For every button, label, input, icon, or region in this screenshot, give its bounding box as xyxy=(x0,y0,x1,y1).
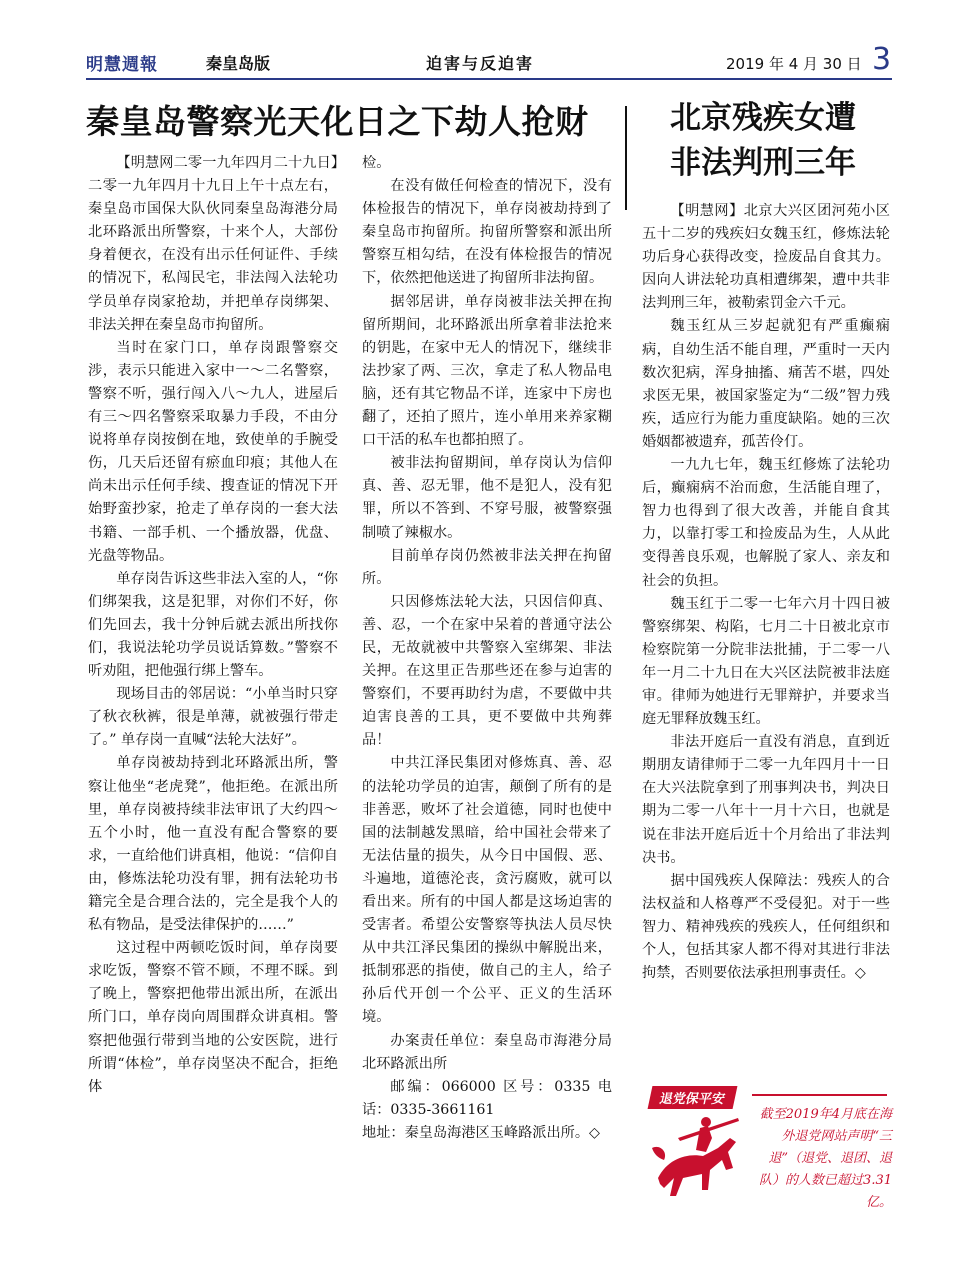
page-number: 3 xyxy=(872,42,892,77)
page-header xyxy=(86,42,892,78)
paragraph: 现场目击的邻居说：“小单当时只穿了秋衣秋裤，很是单薄，就被强行带走了。” 单存岗一直喊“法轮大法好”。 xyxy=(88,686,338,749)
paragraph: 地址：秦皇岛海港区玉峰路派出所。◇ xyxy=(362,1124,600,1141)
article1-column-1 xyxy=(88,152,338,1099)
paragraph: 一九九七年，魏玉红修炼了法轮功后，癫痫病不治而愈，生活能自理了，智力也得到了很大改善，并能自食其力，以靠打零工和捡废品为生，人从此变得善良乐观，也解脱了家人、亲友和社会的负担。 xyxy=(642,457,890,589)
paragraph: 单存岗被劫持到北环路派出所，警察让他坐“老虎凳”，他拒绝。在派出所里，单存岗被持续非法审讯了大约四～五个小时，他一直没有配合警察的要求，一直给他们讲真相，他说：“信仰自由，修炼法轮功没有罪，拥有法轮功书籍完全是合理合法的，完全是我个人的私有物品，是受法律保护的……” xyxy=(88,755,338,934)
paragraph: 【明慧网】北京大兴区团河苑小区五十二岁的残疾妇女魏玉红，修炼法轮功后身心获得改变，捡废品自食其力。因向人讲法轮功真相遭绑架，遭中共非法判刑三年，被勒索罚金六千元。 xyxy=(642,203,890,312)
paragraph: 邮编：066000 区号：0335 电话：0335-3661161 xyxy=(362,1078,612,1118)
edition-label: 秦皇岛版 xyxy=(206,54,271,73)
article2-title xyxy=(648,96,878,186)
article1-column-2 xyxy=(362,152,612,1145)
paragraph: 据中国残疾人保障法：残疾人的合法权益和人格尊严不受侵犯。对于一些智力、精神残疾的残疾人，任何组织和个人，包括其家人都不得对其进行非法拘禁，否则要依法承担刑事责任。◇ xyxy=(642,872,890,982)
ad-rule xyxy=(752,1094,887,1096)
article2-title-line1: 北京残疾女遭 xyxy=(670,100,856,136)
paragraph: 办案责任单位：秦皇岛市海港分局北环路派出所 xyxy=(362,1032,612,1072)
article1-title: 秦皇岛警察光天化日之下劫人抢财 xyxy=(86,102,589,141)
paragraph: 魏玉红于二零一七年六月十四日被警察绑架、构陷，七月二十日被北京市检察院第一分院非法批捕，于二零一八年一月二十九日在大兴区法院被非法庭审。律师为她进行无罪辩护，并要求当庭无罪释放魏玉红。 xyxy=(642,595,890,728)
ad-banner: 退党保平安 xyxy=(648,1086,738,1109)
ad-text: 截至2019年4月底在海外退党网站声明“三退”（退党、退团、退队）的人数已超过3.31亿。 xyxy=(759,1107,892,1210)
issue-date: 2019 年 4 月 30 日 xyxy=(726,55,862,73)
paragraph: 当时在家门口，单存岗跟警察交涉，表示只能进入家中一～二名警察，警察不听，强行闯入八～九人，进屋后有三～四名警察采取暴力手段，不由分说将单存岗按倒在地，致使单的手腕受伤，几天后还留有瘀血印痕；其他人在尚未出示任何手续、搜查证的情况下开始野蛮抄家，抢走了单存岗的一套大法书籍、一部手机、一个播放器，优盘、光盘等物品。 xyxy=(88,339,338,564)
paragraph-continued: 检。 xyxy=(362,155,391,171)
paragraph: 被非法拘留期间，单存岗认为信仰真、善、忍无罪，他不是犯人，没有犯罪，所以不答到、不穿号服，被警察强制喷了辣椒水。 xyxy=(362,455,612,541)
masthead: 明慧週報 xyxy=(86,55,158,75)
article2-body xyxy=(642,200,890,985)
paragraph: 单存岗告诉这些非法入室的人，“你们绑架我，这是犯罪，对你们不好，你们先回去，我十分钟后就去派出所找你们，我说法轮功学员说话算数。”警察不听劝阻，把他强行绑上警车。 xyxy=(88,570,338,680)
paragraph: 只因修炼法轮大法，只因信仰真、善、忍，一个在家中呆着的普通守法公民，无故就被中共警察入室绑架、非法关押。在这里正告那些还在参与迫害的警察们，不要再助纣为虐，不要做中共迫害良善的工具，更不要做中共殉葬品！ xyxy=(362,593,612,749)
paragraph: 这过程中两顿吃饭时间，单存岗要求吃饭，警察不管不顾，不理不睬。到了晚上，警察把他带出派出所，在派出所门口，单存岗向周围群众讲真相。警察把他强行带到当地的公安医院，进行所谓“体检”，单存岗坚决不配合，拒绝体 xyxy=(88,940,338,1095)
paragraph: 中共江泽民集团对修炼真、善、忍的法轮功学员的迫害，颠倒了所有的是非善恶，败坏了社会道德，同时也使中国的法制越发黑暗，给中国社会带来了无法估量的损失，从今日中国假、恶、斗遍地，道德沦丧，贪污腐败，就可以看出来。所有的中国人都是这场迫害的受害者。希望公安警察等执法人员尽快从中共江泽民集团的操纵中解脱出来，抵制邪恶的指使，做自己的主人，给子孙后代开创一个公平、正义的生活环境。 xyxy=(362,755,612,1026)
paragraph: 魏玉红从三岁起就犯有严重癫痫病，自幼生活不能自理，严重时一天内数次犯病，浑身抽搐、痛苦不堪，四处求医无果，被国家鉴定为“二级”智力残疾，适应行为能力重度缺陷。她的三次婚姻都被遗弃，孤苦伶仃。 xyxy=(642,318,890,450)
paragraph: 目前单存岗仍然被非法关押在拘留所。 xyxy=(362,547,612,587)
paragraph: 在没有做任何检查的情况下，没有体检报告的情况下，单存岗被劫持到了秦皇岛市拘留所。拘留所警察和派出所警察互相勾结，在没有体检报告的情况下，依然把他送进了拘留所非法拘留。 xyxy=(362,178,612,287)
horse-rider-icon xyxy=(638,1108,758,1203)
paragraph: 【明慧网二零一九年四月二十九日】二零一九年四月十九日上午十点左右，秦皇岛市国保大队伙同秦皇岛海港分局北环路派出所警察，十来个人，大部份身着便衣，在没有出示任何证件、手续的情况下，私闯民宅，非法闯入法轮功学员单存岗家抢劫，并把单存岗绑架、非法关押在秦皇岛市拘留所。 xyxy=(88,155,338,333)
paragraph: 据邻居讲，单存岗被非法关押在拘留所期间，北环路派出所拿着非法抢来的钥匙，在家中无人的情况下，继续非法抄家了两、三次，拿走了私人物品电脑，还有其它物品不详，连家中下房也翻了，还拍了照片，连小单用来养家糊口干活的私车也都拍照了。 xyxy=(362,293,612,449)
article2-title-line2: 非法判刑三年 xyxy=(670,145,856,181)
header-rule xyxy=(86,78,892,80)
section-title: 迫害与反迫害 xyxy=(426,54,535,73)
quit-party-ad xyxy=(630,1080,892,1210)
title-divider xyxy=(625,106,627,210)
paragraph: 非法开庭后一直没有消息，直到近期朋友请律师于二零一九年四月十一日在大兴法院拿到了刑事判决书，判决日期为二零一八年十一月十六日，也就是说在非法开庭后近十个月给出了非法判决书。 xyxy=(642,734,890,866)
